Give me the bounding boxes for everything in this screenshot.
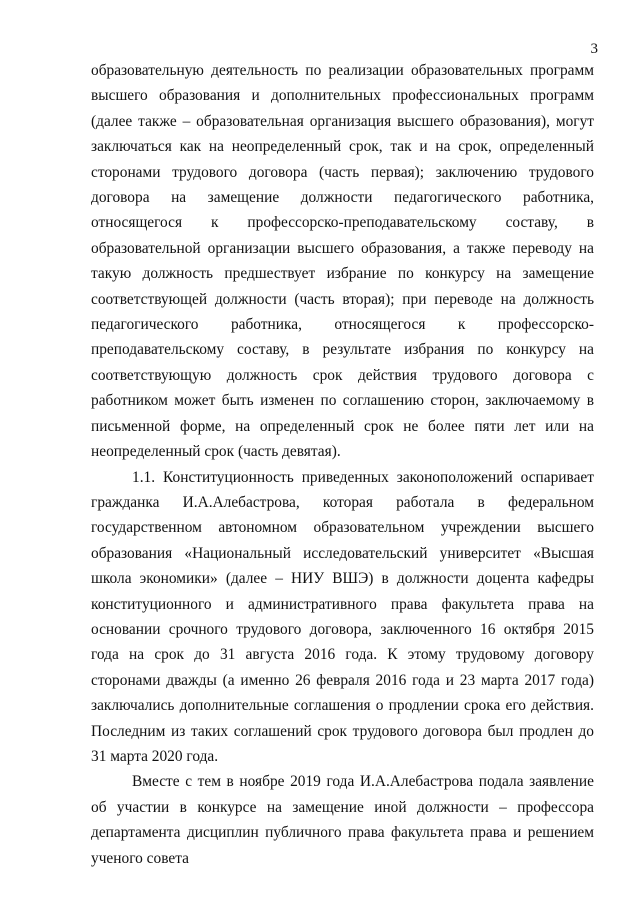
page-number: 3 (590, 41, 598, 57)
paragraph-continuation: образовательную деятельность по реализации образовательных программ высшего образования и дополнительных профессиональных программ (далее также – образовательная организация высшего образования), могут заключаться как на неопределенный срок, так и на срок, определенный сторонами трудового договора (часть первая); заключению трудового договора на замещение должности педагогического работника, относящегося к профессорско-преподавательскому составу, в образовательной организации высшего образования, а также переводу на такую должность предшествует избрание по конкурсу на замещение соответствующей должности (часть вторая); при переводе на должность педагогического работника, относящегося к профессорско-преподавательскому составу, в результате избрания по конкурсу на соответствующую должность срок действия трудового договора с работником может быть изменен по соглашению сторон, заключаемому в письменной форме, на определенный срок не более пяти лет или на неопределенный срок (часть девятая). (91, 62, 594, 461)
paragraph-competition: Вместе с тем в ноябре 2019 года И.А.Алебастрова подала заявление об участии в конкурсе на замещение иной должности – профессора департамента дисциплин публичного права факультета права и решением ученого совета (91, 773, 594, 867)
document-body (91, 58, 594, 871)
paragraph-1-1: 1.1. Конституционность приведенных законоположений оспаривает гражданка И.А.Алебастрова, которая работала в федеральном государственном автономном образовательном учреждении высшего образования «Национальный исследовательский университет «Высшая школа экономики» (далее – НИУ ВШЭ) в должности доцента кафедры конституционного и административного права факультета права на основании срочного трудового договора, заключенного 16 октября 2015 года на срок до 31 августа 2016 года. К этому трудовому договору сторонами дважды (а именно 26 февраля 2016 года и 23 марта 2017 года) заключались дополнительные соглашения о продлении срока его действия. Последним из таких соглашений срок трудового договора был продлен до 31 марта 2020 года. (91, 468, 594, 765)
